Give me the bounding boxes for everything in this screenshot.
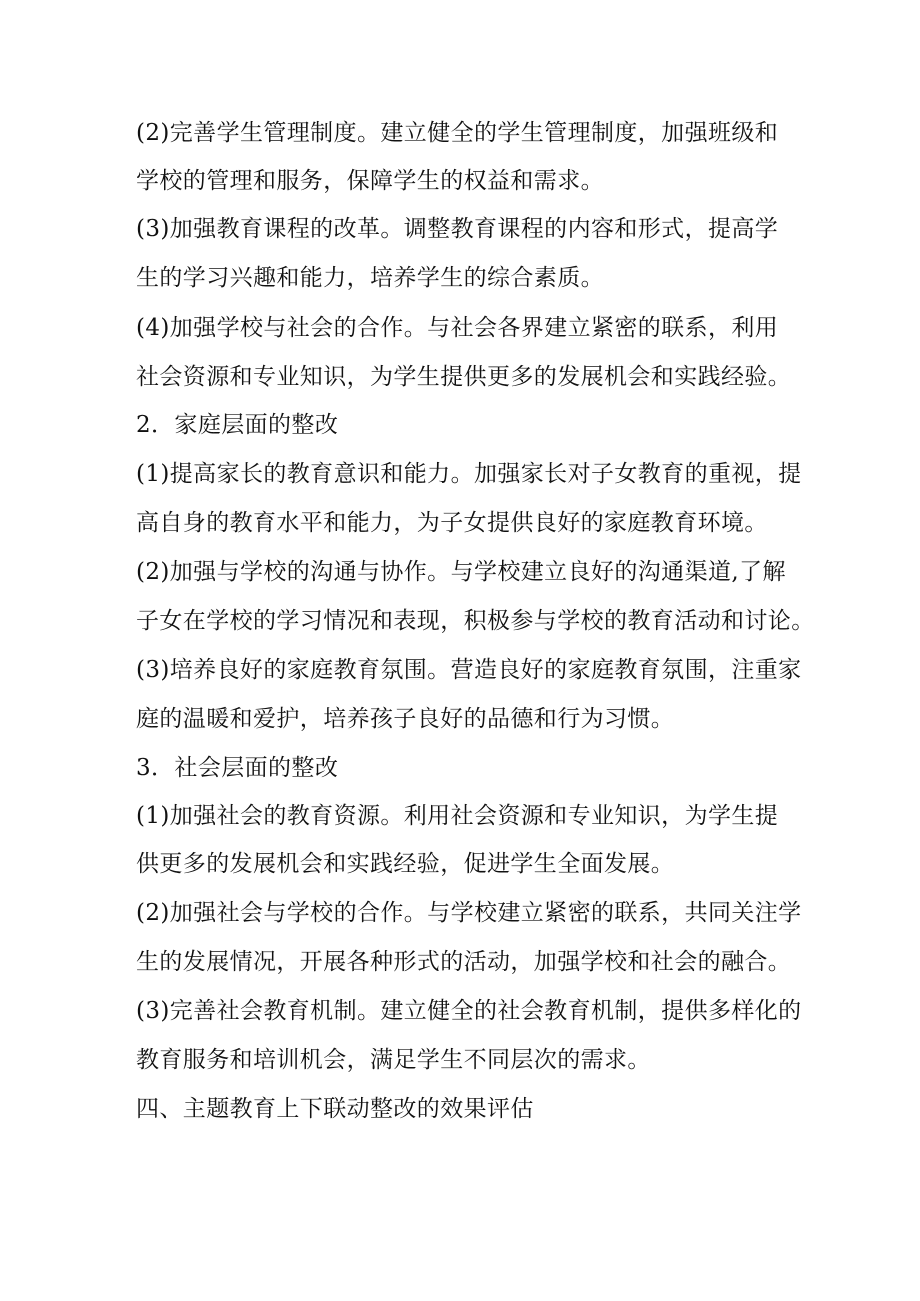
text-line: (2)完善学生管理制度。建立健全的学生管理制度，加强班级和 [136,120,779,146]
text-line: (3)加强教育课程的改革。调整教育课程的内容和形式，提高学 [136,216,779,242]
text-line: 社会资源和专业知识，为学生提供更多的发展机会和实践经验。 [136,364,792,390]
text-line: (3)完善社会教育机制。建立健全的社会教育机制，提供多样化的 [136,998,802,1024]
chapter-heading: 四、主题教育上下联动整改的效果评估 [136,1096,534,1122]
section-heading: 2．家庭层面的整改 [136,412,339,438]
text-line: 生的发展情况，开展各种形式的活动，加强学校和社会的融合。 [136,949,792,975]
text-line: 高自身的教育水平和能力，为子女提供良好的家庭教育环境。 [136,510,768,536]
text-line: (2)加强与学校的沟通与协作。与学校建立良好的沟通渠道,了解 [136,559,786,585]
text-line: 庭的温暖和爱护，培养孩子良好的品德和行为习惯。 [136,706,675,732]
text-line: (2)加强社会与学校的合作。与学校建立紧密的联系，共同关注学 [136,900,802,926]
text-line: (4)加强学校与社会的合作。与社会各界建立紧密的联系，利用 [136,315,779,341]
text-line: 生的学习兴趣和能力，培养学生的综合素质。 [136,265,604,291]
text-line: 教育服务和培训机会，满足学生不同层次的需求。 [136,1047,651,1073]
text-line: (1)提高家长的教育意识和能力。加强家长对子女教育的重视，提 [136,461,802,487]
text-line: 学校的管理和服务，保障学生的权益和需求。 [136,168,604,194]
text-line: (1)加强社会的教育资源。利用社会资源和专业知识，为学生提 [136,803,779,829]
text-line: 子女在学校的学习情况和表现，积极参与学校的教育活动和讨论。 [136,608,815,634]
text-line: 供更多的发展机会和实践经验，促进学生全面发展。 [136,851,675,877]
section-heading: 3．社会层面的整改 [136,755,339,781]
text-line: (3)培养良好的家庭教育氛围。营造良好的家庭教育氛围，注重家 [136,657,802,683]
